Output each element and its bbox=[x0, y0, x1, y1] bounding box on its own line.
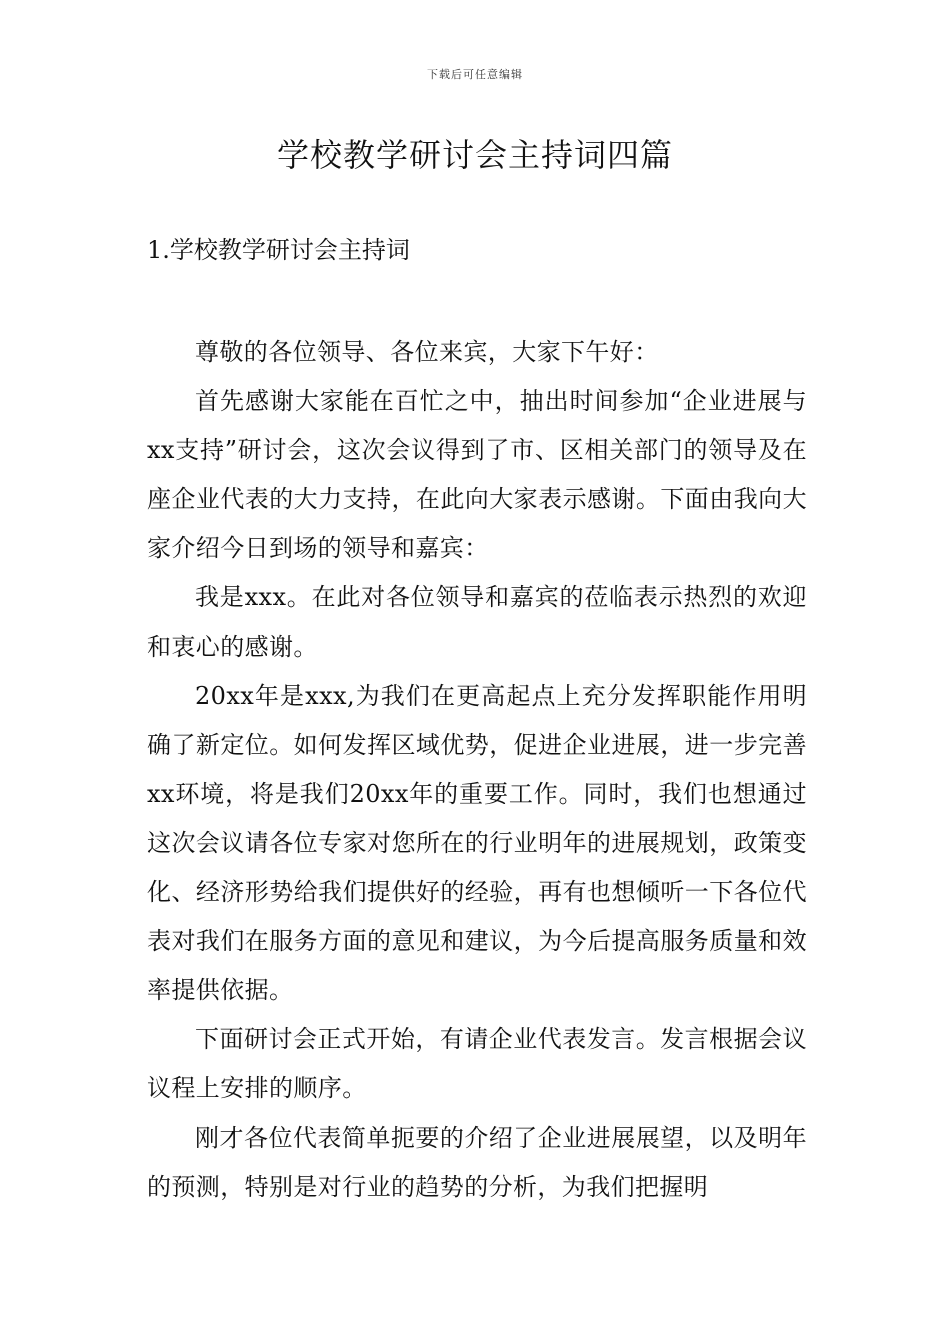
paragraph-self-intro: 我是xxx。在此对各位领导和嘉宾的莅临表示热烈的欢迎和衷心的感谢。 bbox=[147, 583, 807, 661]
paragraph-thanks: 首先感谢大家能在百忙之中，抽出时间参加“企业进展与xx支持”研讨会，这次会议得到了市、区相关部门的领导及在座企业代表的大力支持，在此向大家表示感谢。下面由我向大家介绍今日到场的领导和嘉宾： bbox=[147, 387, 807, 563]
document-body bbox=[147, 328, 807, 1212]
paragraph-start: 下面研讨会正式开始，有请企业代表发言。发言根据会议议程上安排的顺序。 bbox=[147, 1025, 807, 1103]
document-title: 学校教学研讨会主持词四篇 bbox=[276, 136, 673, 174]
paragraph-greeting: 尊敬的各位领导、各位来宾，大家下午好： bbox=[195, 338, 659, 366]
paragraph-summary: 刚才各位代表简单扼要的介绍了企业进展展望，以及明年的预测，特别是对行业的趋势的分析，为我们把握明 bbox=[147, 1123, 807, 1201]
section-heading: 1.学校教学研讨会主持词 bbox=[147, 236, 410, 264]
paragraph-goals: 20xx年是xxx,为我们在更高起点上充分发挥职能作用明确了新定位。如何发挥区域优势，促进企业进展，进一步完善xx环境，将是我们20xx年的重要工作。同时，我们也想通过这次会议请各位专家对您所在的行业明年的进展规划，政策变化、经济形势给我们提供好的经验，再有也想倾听一下各位代表对我们在服务方面的意见和建议，为今后提高服务质量和效率提供依据。 bbox=[147, 681, 807, 1005]
header-note: 下载后可任意编辑 bbox=[427, 68, 523, 81]
